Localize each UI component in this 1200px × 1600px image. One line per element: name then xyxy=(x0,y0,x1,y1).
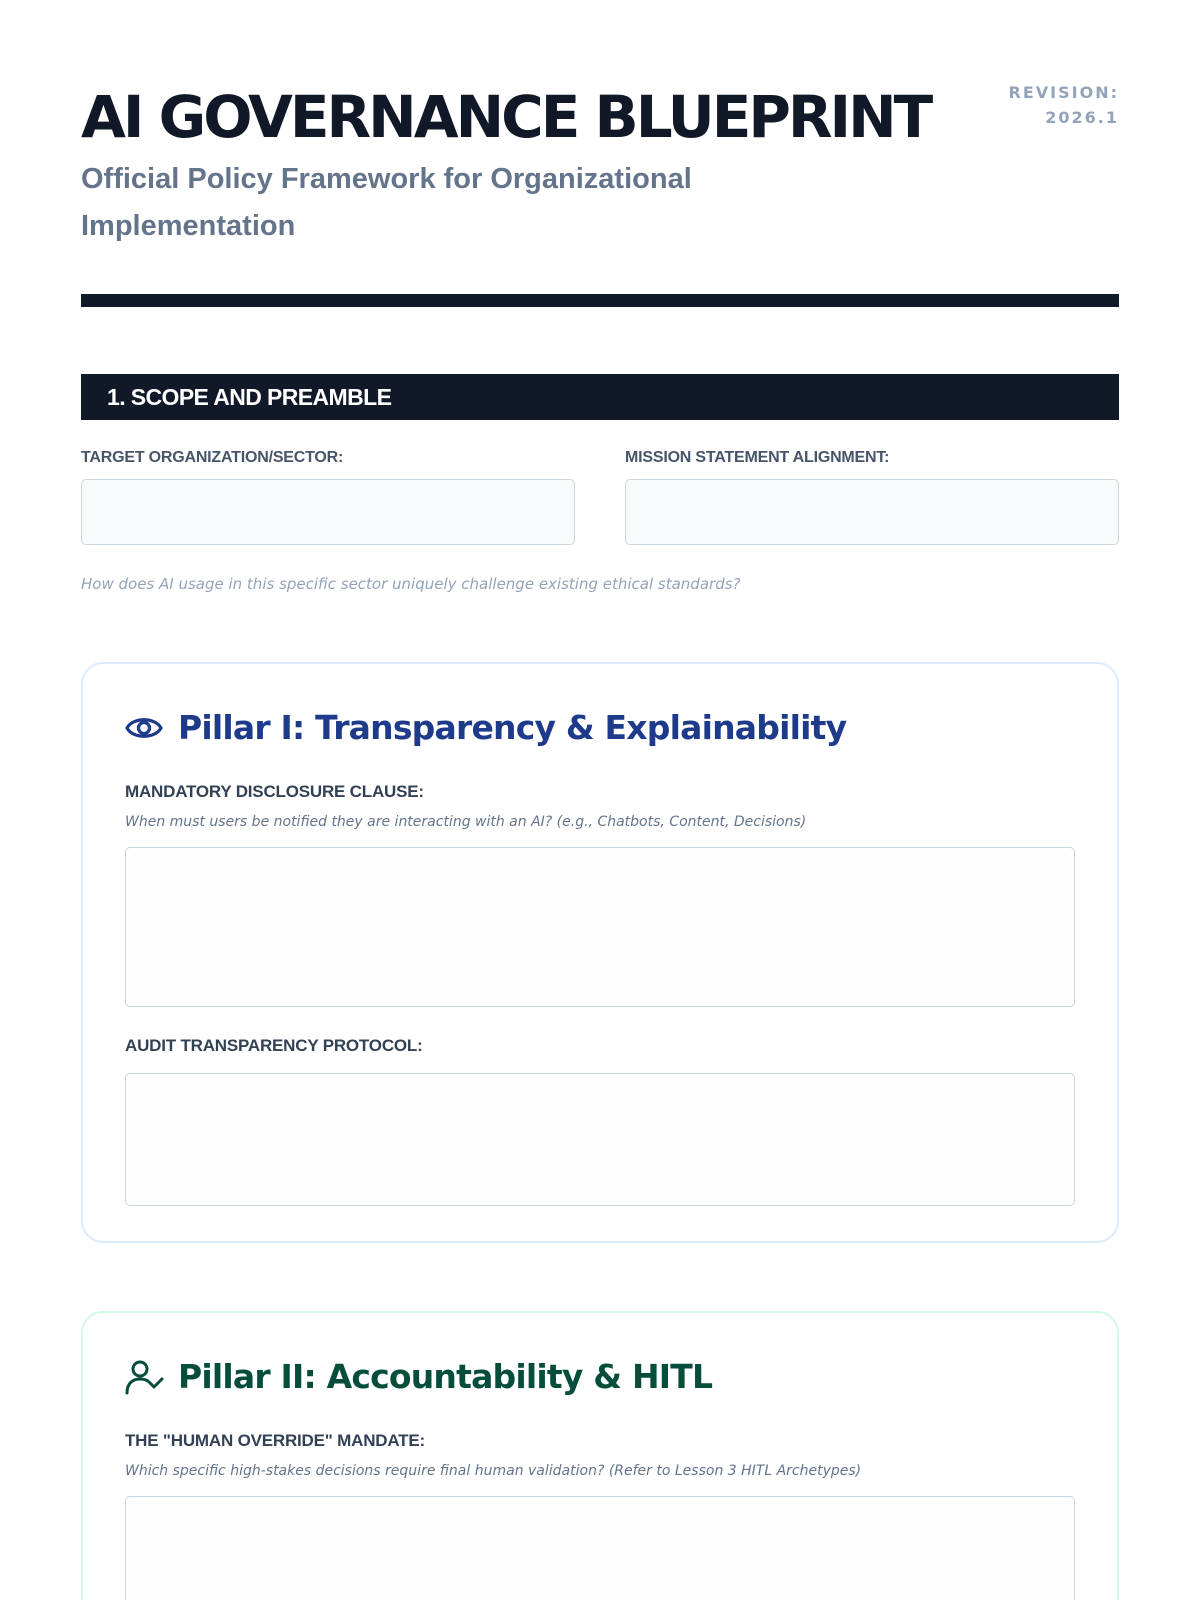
eye-icon xyxy=(125,708,165,748)
pillar-title: Pillar I: Transparency & Explainability xyxy=(178,708,847,747)
disclosure-clause-textarea[interactable] xyxy=(125,847,1075,1007)
human-override-label: THE "HUMAN OVERRIDE" MANDATE: xyxy=(125,1431,425,1450)
human-override-hint: Which specific high-stakes decisions require final human validation? (Refer to Lesson 3 HITL Archetypes) xyxy=(125,1463,862,1479)
document-title: AI GOVERNANCE BLUEPRINT xyxy=(81,83,931,151)
scope-hint: How does AI usage in this specific sector uniquely challenge existing ethical standards? xyxy=(81,575,741,593)
target-organization-group xyxy=(81,448,575,545)
user-check-icon xyxy=(125,1357,165,1397)
document-subtitle: Official Policy Framework for Organizational Implementation xyxy=(81,163,692,242)
header-divider xyxy=(81,294,1119,307)
target-organization-label: TARGET ORGANIZATION/SECTOR: xyxy=(81,449,344,466)
pillar-accountability-card xyxy=(81,1311,1119,1600)
pillar-transparency-card xyxy=(81,662,1119,1243)
pillar-title: Pillar II: Accountability & HITL xyxy=(178,1357,713,1396)
disclosure-clause-hint: When must users be notified they are interacting with an AI? (e.g., Chatbots, Content, Decisions) xyxy=(125,814,807,830)
audit-protocol-textarea[interactable] xyxy=(125,1073,1075,1206)
pillar-heading xyxy=(125,1357,1075,1397)
revision-label: REVISION: xyxy=(1008,83,1119,102)
target-organization-field[interactable] xyxy=(81,479,575,545)
pillar-heading xyxy=(125,708,1075,748)
mission-alignment-label: MISSION STATEMENT ALIGNMENT: xyxy=(625,449,890,466)
mission-alignment-group xyxy=(625,448,1119,545)
document-header xyxy=(81,0,1119,250)
human-override-textarea[interactable] xyxy=(125,1496,1075,1600)
disclosure-clause-label: MANDATORY DISCLOSURE CLAUSE: xyxy=(125,782,424,801)
audit-protocol-label: AUDIT TRANSPARENCY PROTOCOL: xyxy=(125,1036,423,1055)
revision-value: 2026.1 xyxy=(1045,108,1119,127)
revision-block xyxy=(1009,80,1119,130)
mission-alignment-field[interactable] xyxy=(625,479,1119,545)
scope-section xyxy=(81,374,1119,594)
section-heading: 1. SCOPE AND PREAMBLE xyxy=(81,374,1119,420)
scope-fields xyxy=(81,448,1119,545)
